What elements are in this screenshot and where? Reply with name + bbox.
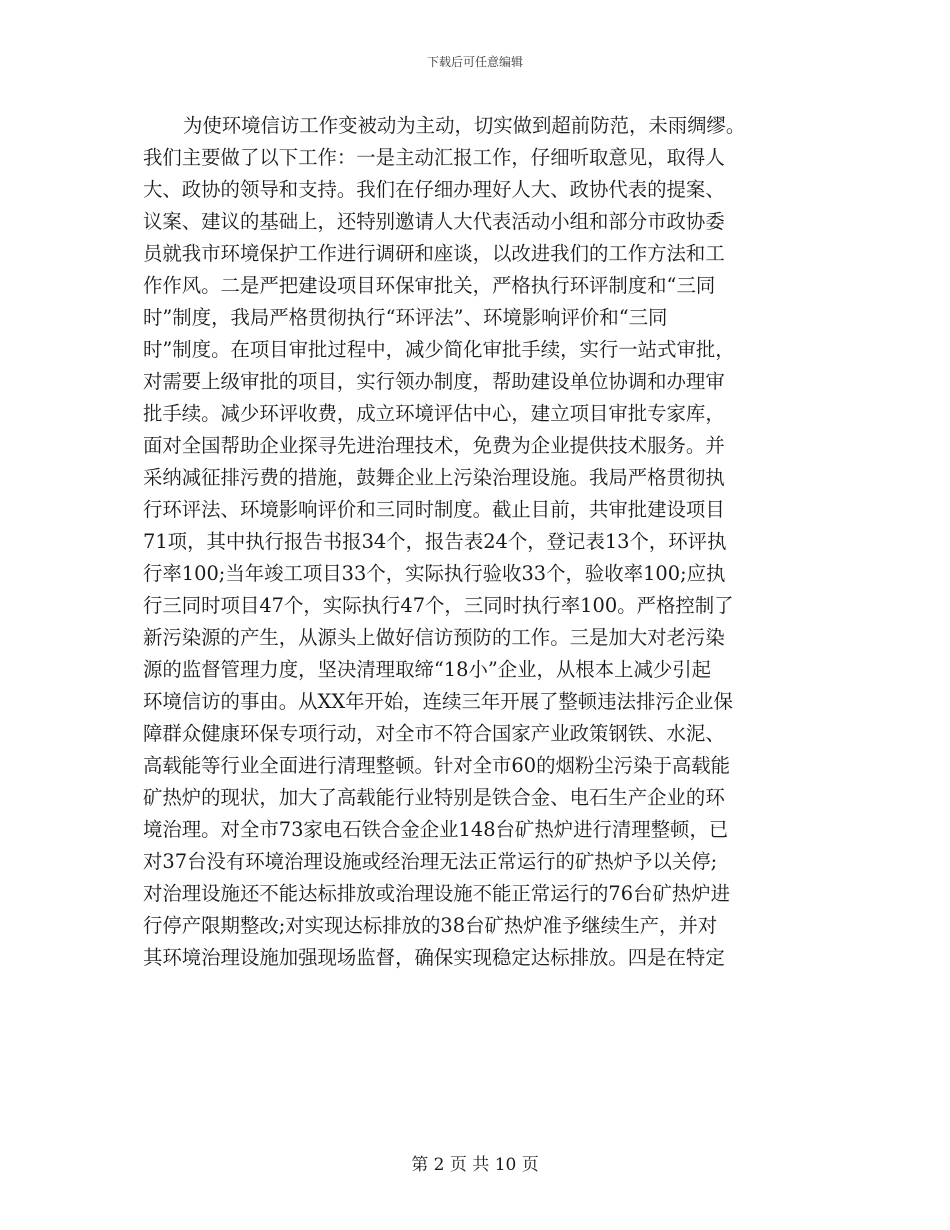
text-line: 环境信访的事由。从XX年开始，连续三年开展了整顿违法排污企业保 [143, 690, 733, 713]
text-line: 71项，其中执行报告书报34个，报告表24个，登记表13个，环评执 [143, 530, 727, 553]
text-line: 为使环境信访工作变被动为主动，切实做到超前防范，未雨绸缪。 [183, 114, 746, 137]
text-line: 障群众健康环保专项行动，对全市不符合国家产业政策钢铁、水泥、 [143, 722, 725, 745]
text-line: 我们主要做了以下工作：一是主动汇报工作，仔细听取意见，取得人 [143, 146, 725, 169]
text-line: 采纳减征排污费的措施，鼓舞企业上污染治理设施。我局严格贯彻执 [143, 466, 725, 489]
text-line: 行环评法、环境影响评价和三同时制度。截止目前，共审批建设项目 [143, 498, 725, 521]
text-line: 时”制度。在项目审批过程中，减少简化审批手续，实行一站式审批， [143, 338, 735, 361]
header-note: 下载后可任意编辑 [426, 55, 523, 69]
page-header [0, 54, 950, 70]
text-line: 行率100;当年竣工项目33个，实际执行验收33个，验收率100;应执 [143, 562, 726, 585]
text-line: 行停产限期整改;对实现达标排放的38台矿热炉准予继续生产，并对 [143, 914, 718, 937]
text-line: 大、政协的领导和支持。我们在仔细办理好人大、政协代表的提案、 [143, 178, 725, 201]
text-line: 作作风。二是严把建设项目环保审批关，严格执行环评制度和“三同 [143, 274, 716, 297]
text-line: 员就我市环境保护工作进行调研和座谈，以改进我们的工作方法和工 [143, 242, 725, 265]
text-line: 对需要上级审批的项目，实行领办制度，帮助建设单位协调和办理审 [143, 370, 725, 393]
text-line: 矿热炉的现状，加大了高载能行业特别是铁合金、电石生产企业的环 [143, 786, 725, 809]
text-line: 其环境治理设施加强现场监督，确保实现稳定达标排放。四是在特定 [143, 946, 725, 969]
text-line: 时”制度，我局严格贯彻执行“环评法”、环境影响评价和“三同 [143, 306, 668, 329]
text-line: 议案、建议的基础上，还特别邀请人大代表活动小组和部分市政协委 [143, 210, 725, 233]
page-number: 第 2 页 共 10 页 [411, 1155, 539, 1175]
text-line: 对治理设施还不能达标排放或治理设施不能正常运行的76台矿热炉进 [143, 882, 731, 905]
body-text [143, 110, 803, 974]
text-line: 新污染源的产生，从源头上做好信访预防的工作。三是加大对老污染 [143, 626, 725, 649]
text-line: 对37台没有环境治理设施或经治理无法正常运行的矿热炉予以关停; [143, 850, 718, 873]
text-line: 面对全国帮助企业探寻先进治理技术，免费为企业提供技术服务。并 [143, 434, 725, 457]
text-line: 批手续。减少环评收费，成立环境评估中心，建立项目审批专家库， [143, 402, 725, 425]
text-line: 源的监督管理力度，坚决清理取缔“18小”企业，从根本上减少引起 [143, 658, 712, 681]
text-line: 高载能等行业全面进行清理整顿。针对全市60的烟粉尘污染于高载能 [143, 754, 731, 777]
text-line: 行三同时项目47个，实际执行47个，三同时执行率100。严格控制了 [143, 594, 734, 617]
text-line: 境治理。对全市73家电石铁合金企业148台矿热炉进行清理整顿，已 [143, 818, 729, 841]
page-footer [0, 1154, 950, 1176]
